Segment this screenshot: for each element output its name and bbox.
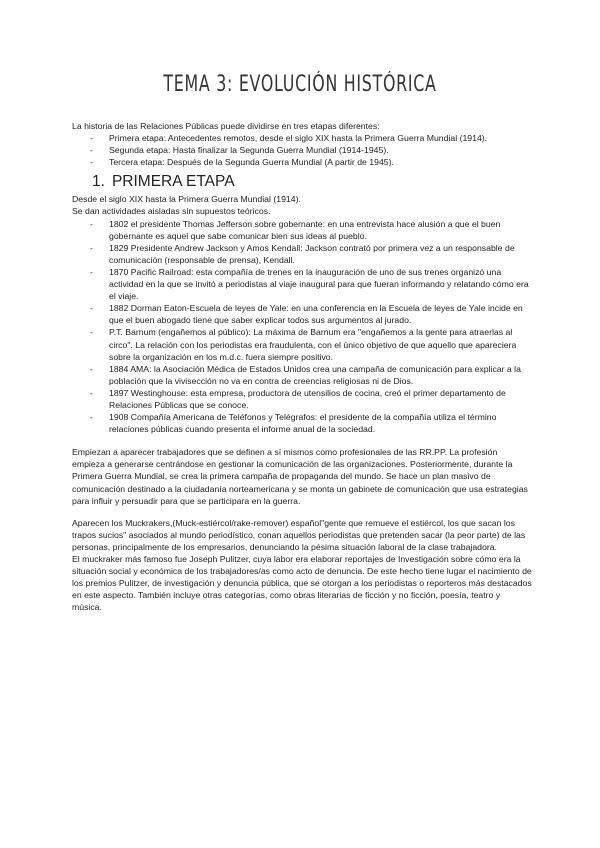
list-item: - 1870 Pacific Railroad: esta compañía de trenes en la inauguración de uno de sus trenes organizó una actividad en la que se invitó a periodistas al viaje inaugural para que fueran informando y relatando cómo era el viaje. (72, 266, 532, 302)
section-lead: Se dan actividades aisladas sin supuestos teóricos. (72, 206, 271, 217)
list-item: - Segunda etapa: Hasta finalizar la Segunda Guerra Mundial (1914-1945). (72, 144, 532, 156)
body-paragraph: El muckraker más famoso fue Joseph Pulitzer, cuya labor era elaborar reportajes de Investigación sobre cómo era la situación social y económica de los trabajadores/as como acto de denuncia. De este hecho tiene lugar el nacimiento de los premios Pulitzer, de investigación y denuncia pública, que se otorgan a los periodistas o reporteros más destacados en este aspecto. También incluye otras categorías, como obras literarias de ficción y no ficción, poesía, teatro y música. (72, 554, 532, 613)
body-paragraph: Empiezan a aparecer trabajadores que se definen a sí mismos como profesionales de las RR.PP. La profesión empieza a generarse centrándose en gestionar la comunicación de las organizaciones. Posteriormente, durante la Primera Guerra Mundial, se crea la primera campaña de propaganda del mundo. Se hace un plan masivo de comunicación destinado a la ciudadanía norteamericana y se monta un gabinete de comunicación que usa estrategias para influir y persuadir para que se participara en la guerra. (72, 447, 528, 506)
list-item: - 1882 Dorman Eaton-Escuela de leyes de Yale: en una conferencia en la Escuela de leyes de Yale incide en que el buen abogado tiene que saber explicar todos sus argumentos al jurado. (72, 302, 532, 326)
list-item: - 1897 Westinghouse: esta empresa, productora de utensilios de cocina, creó el primer departamento de Relaciones Públicas que se conoce. (72, 387, 532, 411)
section-heading-text: PRIMERA ETAPA (111, 173, 235, 191)
section-lead: Desde el siglo XIX hasta la Primera Guerra Mundial (1914). (72, 194, 301, 205)
intro-list (72, 132, 532, 168)
list-item: - P.T. Barnum (engañemos al público): La máxima de Barnum era "engañemos a la gente para atraerlas al circo". La relación con los periodistas era fraudulenta, con el único objetivo de que aquello que apareciera sobre la organización en los m.d.c. fuera siempre positivo. (72, 326, 532, 362)
section-number: 1. (92, 173, 105, 191)
list-item: - 1829 Presidente Andrew Jackson y Amos Kendall: Jackson contrató por primera vez a un responsable de comunicación (responsable de prensa), Kendall. (72, 242, 532, 266)
list-item: - 1908 Compañía Americana de Teléfonos y Telégrafos: el presidente de la compañía utiliza el término relaciones públicas cuando presenta el informe anual de la sociedad. (72, 411, 532, 435)
spacer (72, 507, 532, 517)
intro-text: La historia de las Relaciones Públicas puede dividirse en tres etapas diferentes: (72, 121, 380, 131)
body-paragraph: Aparecen los Muckrakers,(Muck-estiércol/rake-remover) español"gente que remueve el estiércol, los que sacan los trapos sucios" asociados al mundo periodístico, conan aquellos periodistas que pretenden sacar (la peor parte) de las personas, principalmente de los empresarios, denunciando la pésima situación laboral de la clase trabajadora. (72, 517, 526, 552)
spacer (72, 435, 532, 446)
document-body (72, 120, 532, 613)
page-title: TEMA 3: EVOLUCIÓN HISTÓRICA (163, 72, 437, 97)
list-item: - 1884 AMA: la Asociación Médica de Estados Unidos crea una campaña de comunicación para explicar a la población que la vivisección no va en contra de creencias religiosas ni de Dios. (72, 363, 532, 387)
list-item: - 1802 el presidente Thomas Jefferson sobre gobernante: en una entrevista hace alusión a que el buen gobernante es aquel que sabe comunicar bien sus ideas al pueblo. (72, 218, 532, 242)
list-item: - Tercera etapa: Después de la Segunda Guerra Mundial (A partir de 1945). (72, 156, 532, 168)
list-item: - Primera etapa: Antecedentes remotos, desde el siglo XIX hasta la Primera Guerra Mundial (1914). (72, 132, 532, 144)
history-list (72, 218, 532, 436)
section-heading (92, 173, 532, 191)
